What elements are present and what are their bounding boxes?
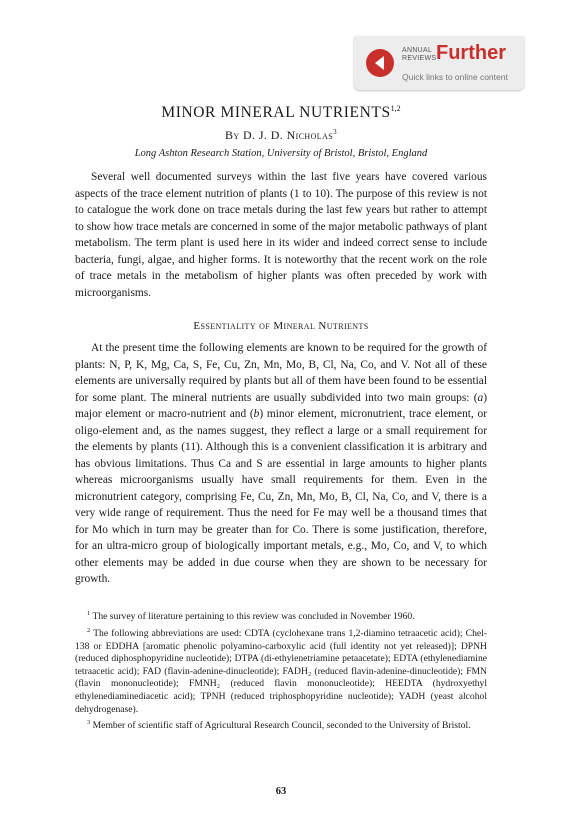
essentiality-paragraph: At the present time the following elements are known to be required for the growth of plants: N, P, K, Mg, Ca, S, Fe, Cu, Zn, Mn, Mo, B, Cl, Na, Co, and V. Not all of these elements are universally required by plants but all of them have been found to be essential for some plant. The mineral nutrients are usually subdivided into two main groups: (a) major element or macro-nutrient and (b) minor element, micronutrient, trace element, or oligo-element and, as the names suggest, they reflect a large or a small requirement for the elements by plants (11). Although this is a convenient classification it is arbitrary and has obvious limitations. Thus Ca and S are essential in large amounts to higher plants whereas microorganisms usually have small requirements for them. Even in the micronutrient category, comprising Fe, Cu, Zn, Mn, Mo, B, Cl, Na, Co, and V, there is a very wide range of requirement. Thus the need for Fe may well be a thousand times that for Mo which in turn may be greater than for Co. There is some justification, therefore, for an ultra-micro group of biologically important metals, e.g., Mo, Co, and V, to which other elements may be added in due course when they are shown to be necessary for growth. <box>75 342 487 585</box>
further-subtitle: Quick links to online content <box>402 72 508 82</box>
further-brand: Further <box>436 42 506 64</box>
further-links-badge[interactable] <box>354 36 524 90</box>
footnote-3: $^3$ Member of scientific staff of Agricultural Research Council, seconded to the University of Bristol. <box>87 719 471 732</box>
page-number: 63 <box>275 786 287 797</box>
author-name: By D. J. D. Nicholas <box>224 128 334 142</box>
section-heading: Essentiality of Mineral Nutrients <box>193 320 369 332</box>
footnotes <box>75 608 487 734</box>
intro-paragraph-block <box>75 169 487 301</box>
article-title: MINOR MINERAL NUTRIENTS$^{1,2}$ <box>161 104 401 122</box>
annual-reviews-logo-text: ANNUAL REVIEWS <box>402 47 437 62</box>
essentiality-paragraph-block <box>75 340 487 588</box>
play-arrow-icon <box>366 49 394 77</box>
affiliation: Long Ashton Research Station, University of Bristol, Bristol, England <box>134 148 428 159</box>
footnote-1: $^1$ The survey of literature pertaining to this review was concluded in November 1960. <box>87 610 415 623</box>
footnote-2: $^2$ The following abbreviations are used: CDTA (cyclohexane trans 1,2-diamino tetraacetic acid); Chel-138 or EDDHA [aromatic phenolic polyamino-carboxylic acid (full identity not yet released)]; DPNH (reduced diphosphopyridine nucleotide); DTPA (di-ethylenetriamine petaacetate); EDTA (ethylenediamine tetraacetic acid); FAD (flavin-adenine-dinucleotide); FADH₂ (reduced flavin-adenine-dinucleotide); FMN (flavin mononucleotide); FMNH₂ (reduced flavin mononucleotide); HEEDTA (hydroxyethyl ethylenediaminediacetic acid); TPNH (reduced triphosphopyridine nucleotide); YADH (yeast alcohol dehydrogenase). <box>75 626 487 715</box>
author-line: By D. J. D. Nicholas$^3$ <box>224 128 338 142</box>
intro-paragraph: Several well documented surveys within the last five years have covered various aspects of the trace element nutrition of plants (1 to 10). The purpose of this review is not to catalogue the work done on trace metals during the last few years but rather to attempt to show how trace metals are concerned in some of the major metabolic pathways of plant metabolism. The term plant is used here in its wider and indeed correct sense to include bacteria, fungi, algae, and higher forms. It is noteworthy that the recent work on the role of trace metals in the metabolism of higher plants was often preceded by work with microorganisms. <box>75 171 487 299</box>
